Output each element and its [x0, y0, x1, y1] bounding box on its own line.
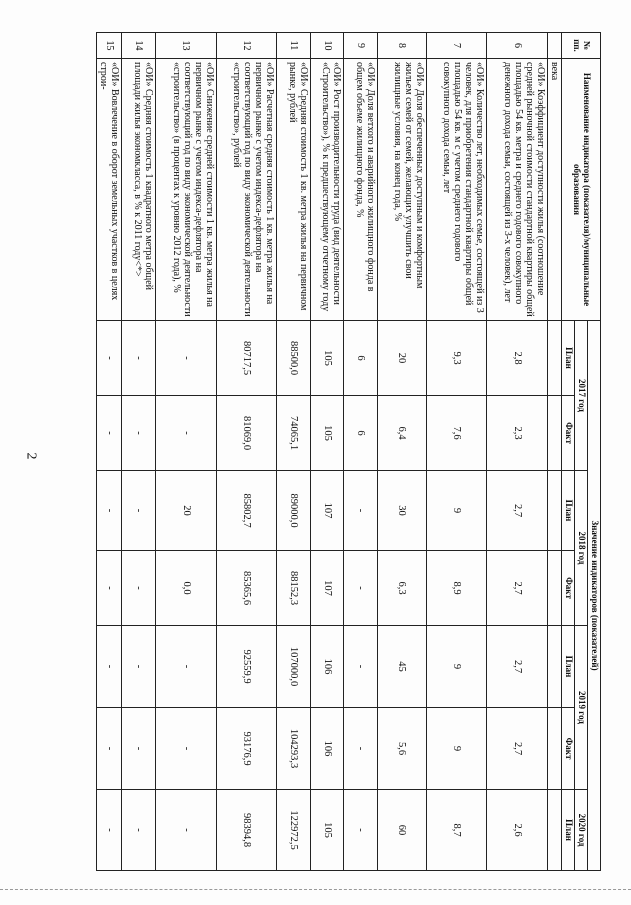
- row-value: -: [122, 790, 155, 871]
- row-value: -: [344, 471, 377, 551]
- row-value: 5,6: [377, 708, 426, 790]
- row-value: 0,0: [155, 551, 216, 626]
- row-value: 2,3: [487, 396, 548, 471]
- row-value: -: [97, 321, 122, 396]
- table-row: [97, 33, 122, 871]
- table-row: [344, 33, 377, 871]
- row-name: «ОИ» Расчетная средняя стоимость 1 кв. метра жилья на первичном рынке с учетом индекса-дефлятора на соответствующий год по виду экономической деятельности «строительство», рублей: [216, 59, 277, 321]
- row-value: -: [155, 708, 216, 790]
- row-value: 6: [344, 321, 377, 396]
- rotated-table-wrapper: [96, 32, 601, 870]
- header-plan: План: [562, 471, 575, 551]
- header-name: Наименование индикатора (показателя)/муниципальные образования: [562, 59, 601, 321]
- row-value: 92559,9: [216, 626, 277, 708]
- row-value: -: [97, 790, 122, 871]
- row-value: 2,7: [487, 708, 548, 790]
- row-num: 6: [487, 33, 548, 59]
- row-value: 6,3: [377, 551, 426, 626]
- table-row: [487, 33, 548, 871]
- table-row: [426, 33, 487, 871]
- header-plan: План: [562, 321, 575, 396]
- row-num: 14: [122, 33, 155, 59]
- header-year-2019: 2019 год: [575, 626, 588, 790]
- row-value: [548, 551, 562, 626]
- row-value: -: [122, 626, 155, 708]
- row-name: «ОИ» Коэффициент доступности жилья (соотношение средней рыночной стоимости стандартной квартиры общей площадью 54 кв. метра и среднего годового совокупного денежного дохода семьи, состоящей из 3-х человек), лет: [487, 59, 548, 321]
- row-name: «ОИ» Средняя стоимость 1 кв. метра жилья на первичном рынке, рублей: [277, 59, 310, 321]
- row-value: 60: [377, 790, 426, 871]
- row-value: [548, 626, 562, 708]
- row-name: «ОИ» Доля обеспеченных доступным и комфортным жильем семей от семей, желающих улучшить свои жилищные условия, на конец года, %: [377, 59, 426, 321]
- page-number: 2: [23, 452, 39, 460]
- row-num: 7: [426, 33, 487, 59]
- row-value: 8,9: [426, 551, 487, 626]
- row-value: 80717,5: [216, 321, 277, 396]
- row-num: 10: [310, 33, 343, 59]
- table-row: [122, 33, 155, 871]
- row-value: -: [97, 551, 122, 626]
- row-value: -: [344, 708, 377, 790]
- header-fact: Факт: [562, 551, 575, 626]
- row-name: «ОИ» Количество лет, необходимых семье, состоящей из 3 человек, для приобретения стандартной квартиры общей площадью 54 кв. м с учетом среднего годового совокупного дохода семьи, лет: [426, 59, 487, 321]
- row-value: 88152,3: [277, 551, 310, 626]
- row-value: 88500,0: [277, 321, 310, 396]
- table-row: [155, 33, 216, 871]
- row-value: 106: [310, 708, 343, 790]
- row-name: «ОИ» Вовлечение в оборот земельных участков в целях строи-: [97, 59, 122, 321]
- table-row: [310, 33, 343, 871]
- row-value: 2,7: [487, 471, 548, 551]
- page-bottom-line: [0, 889, 631, 890]
- row-value: -: [155, 396, 216, 471]
- row-value: 9,3: [426, 321, 487, 396]
- row-name: «ОИ» Средняя стоимость 1 квадратного метра общей площади жилья экономкласса, в % к 2011 году<*>: [122, 59, 155, 321]
- row-value: [548, 471, 562, 551]
- header-plan: План: [562, 790, 575, 871]
- header-year-2017: 2017 год: [575, 321, 588, 471]
- header-num: № пп.: [562, 33, 601, 59]
- row-value: 105: [310, 321, 343, 396]
- row-value: -: [122, 551, 155, 626]
- row-value: [548, 321, 562, 396]
- row-value: 9: [426, 471, 487, 551]
- row-num: 11: [277, 33, 310, 59]
- row-value: 105: [310, 790, 343, 871]
- row-value: [548, 708, 562, 790]
- indicators-table: [96, 32, 601, 871]
- row-value: 20: [155, 471, 216, 551]
- row-value: 30: [377, 471, 426, 551]
- header-group: Значение индикаторов (показателей): [588, 321, 601, 871]
- row-value: -: [344, 790, 377, 871]
- row-value: 74065,1: [277, 396, 310, 471]
- row-num: 15: [97, 33, 122, 59]
- row-num: 9: [344, 33, 377, 59]
- row-value: 122972,5: [277, 790, 310, 871]
- row-value: 45: [377, 626, 426, 708]
- row-value: -: [97, 471, 122, 551]
- row-value: 2,6: [487, 790, 548, 871]
- row-value: 89000,0: [277, 471, 310, 551]
- row-value: 6: [344, 396, 377, 471]
- row-value: 107: [310, 551, 343, 626]
- header-year-2018: 2018 год: [575, 471, 588, 626]
- row-value: 107: [310, 471, 343, 551]
- row-value: 107000,0: [277, 626, 310, 708]
- header-plan: План: [562, 626, 575, 708]
- header-fact: Факт: [562, 708, 575, 790]
- row-value: 8,7: [426, 790, 487, 871]
- row-value: -: [155, 321, 216, 396]
- row-value: 81069,0: [216, 396, 277, 471]
- row-value: 105: [310, 396, 343, 471]
- row-name: «ОИ» Снижение средней стоимости 1 кв. метра жилья на первичном рынке с учетом индекса-дефлятора на соответствующий год по виду экономической деятельности «строительство» (в процентах к уровню 2012 года), %: [155, 59, 216, 321]
- row-name: века: [548, 59, 562, 321]
- row-value: 106: [310, 626, 343, 708]
- row-value: -: [344, 626, 377, 708]
- row-value: -: [155, 626, 216, 708]
- row-value: -: [122, 708, 155, 790]
- row-value: 20: [377, 321, 426, 396]
- row-value: -: [122, 396, 155, 471]
- row-value: 9: [426, 708, 487, 790]
- table-row: [216, 33, 277, 871]
- row-value: -: [97, 626, 122, 708]
- row-value: 85802,7: [216, 471, 277, 551]
- row-num: [548, 33, 562, 59]
- row-value: 93176,9: [216, 708, 277, 790]
- row-value: [548, 790, 562, 871]
- row-value: [548, 396, 562, 471]
- row-name: «ОИ» Рост производительности труда (вид деятельности «Строительство»), % к предшествующему отчетному году: [310, 59, 343, 321]
- row-num: 13: [155, 33, 216, 59]
- row-value: 2,7: [487, 626, 548, 708]
- table-row: [277, 33, 310, 871]
- header-year-2020: 2020 год: [575, 790, 588, 871]
- row-value: 9: [426, 626, 487, 708]
- row-value: 2,8: [487, 321, 548, 396]
- row-value: -: [97, 396, 122, 471]
- row-value: -: [344, 551, 377, 626]
- header-fact: Факт: [562, 396, 575, 471]
- row-value: 104293,3: [277, 708, 310, 790]
- row-value: 6,4: [377, 396, 426, 471]
- row-value: -: [97, 708, 122, 790]
- table-row: [377, 33, 426, 871]
- row-value: 98394,8: [216, 790, 277, 871]
- row-value: 7,6: [426, 396, 487, 471]
- row-num: 8: [377, 33, 426, 59]
- row-value: 85365,6: [216, 551, 277, 626]
- row-value: -: [122, 321, 155, 396]
- row-value: 2,7: [487, 551, 548, 626]
- row-num: 12: [216, 33, 277, 59]
- row-value: -: [122, 471, 155, 551]
- row-name: «ОИ» Доля ветхого и аварийного жилищного фонда в общем объеме жилищного фонда, %: [344, 59, 377, 321]
- row-value: -: [155, 790, 216, 871]
- table-row: [548, 33, 562, 871]
